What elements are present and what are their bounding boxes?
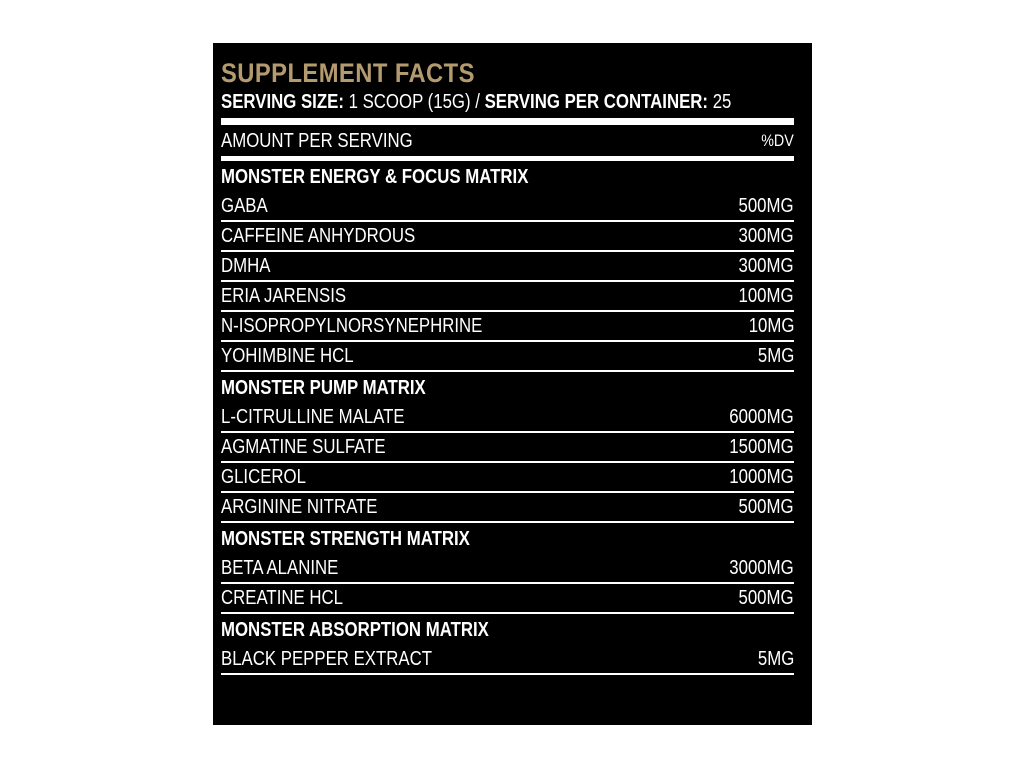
ingredient-row	[221, 282, 794, 312]
serving-info	[221, 89, 732, 117]
serving-size-value: 1 SCOOP (15G) /	[348, 91, 480, 113]
ingredient-name: BETA ALANINE	[221, 557, 339, 579]
ingredient-name: GLICEROL	[221, 466, 306, 488]
ingredient-row	[221, 312, 794, 342]
ingredient-name: N-ISOPROPYLNORSYNEPHRINE	[221, 315, 483, 337]
ingredient-amount: 500MG	[738, 195, 794, 217]
ingredient-amount: 500MG	[738, 496, 794, 518]
ingredient-amount: 10MG	[748, 315, 794, 337]
ingredient-name: L-CITRULLINE MALATE	[221, 406, 405, 428]
ingredient-name: CREATINE HCL	[221, 587, 343, 609]
ingredient-name: YOHIMBINE HCL	[221, 345, 354, 367]
ingredient-amount: 1500MG	[729, 436, 794, 458]
supplement-facts-panel	[213, 43, 812, 725]
ingredient-name: ARGININE NITRATE	[221, 496, 378, 518]
supplement-facts-content	[221, 53, 794, 675]
ingredient-amount: 100MG	[738, 285, 794, 307]
ingredient-row	[221, 463, 794, 493]
ingredient-row	[221, 584, 794, 614]
ingredient-amount: 5MG	[757, 648, 794, 670]
serving-size-label: SERVING SIZE:	[221, 91, 344, 113]
section-heading: MONSTER PUMP MATRIX	[221, 377, 426, 399]
ingredient-amount: 5MG	[757, 345, 794, 367]
ingredient-row	[221, 554, 794, 584]
amount-per-serving-label: AMOUNT PER SERVING	[221, 130, 413, 152]
servings-per-container-value: 25	[712, 91, 732, 113]
ingredient-name: AGMATINE SULFATE	[221, 436, 386, 458]
ingredient-row	[221, 433, 794, 463]
daily-value-label: %DV	[761, 131, 794, 150]
ingredient-name: BLACK PEPPER EXTRACT	[221, 648, 432, 670]
ingredient-row	[221, 252, 794, 282]
ingredient-amount: 1000MG	[729, 466, 794, 488]
servings-per-container-label: SERVING PER CONTAINER:	[484, 91, 709, 113]
panel-title: SUPPLEMENT FACTS	[221, 58, 475, 88]
section-heading: MONSTER ABSORPTION MATRIX	[221, 619, 489, 641]
ingredient-row	[221, 403, 794, 433]
thick-divider	[221, 118, 794, 125]
ingredient-row	[221, 493, 794, 523]
ingredient-name: GABA	[221, 195, 268, 217]
ingredient-amount: 500MG	[738, 587, 794, 609]
ingredient-row	[221, 645, 794, 675]
section-heading: MONSTER STRENGTH MATRIX	[221, 528, 470, 550]
ingredient-row	[221, 192, 794, 222]
ingredient-amount: 300MG	[738, 225, 794, 247]
ingredient-amount: 3000MG	[729, 557, 794, 579]
ingredient-amount: 300MG	[738, 255, 794, 277]
ingredient-name: DMHA	[221, 255, 271, 277]
ingredient-amount: 6000MG	[729, 406, 794, 428]
column-header-row	[221, 125, 794, 156]
section-heading: MONSTER ENERGY & FOCUS MATRIX	[221, 166, 529, 188]
ingredient-row	[221, 222, 794, 252]
ingredient-name: ERIA JARENSIS	[221, 285, 347, 307]
ingredient-name: CAFFEINE ANHYDROUS	[221, 225, 416, 247]
ingredient-row	[221, 342, 794, 372]
